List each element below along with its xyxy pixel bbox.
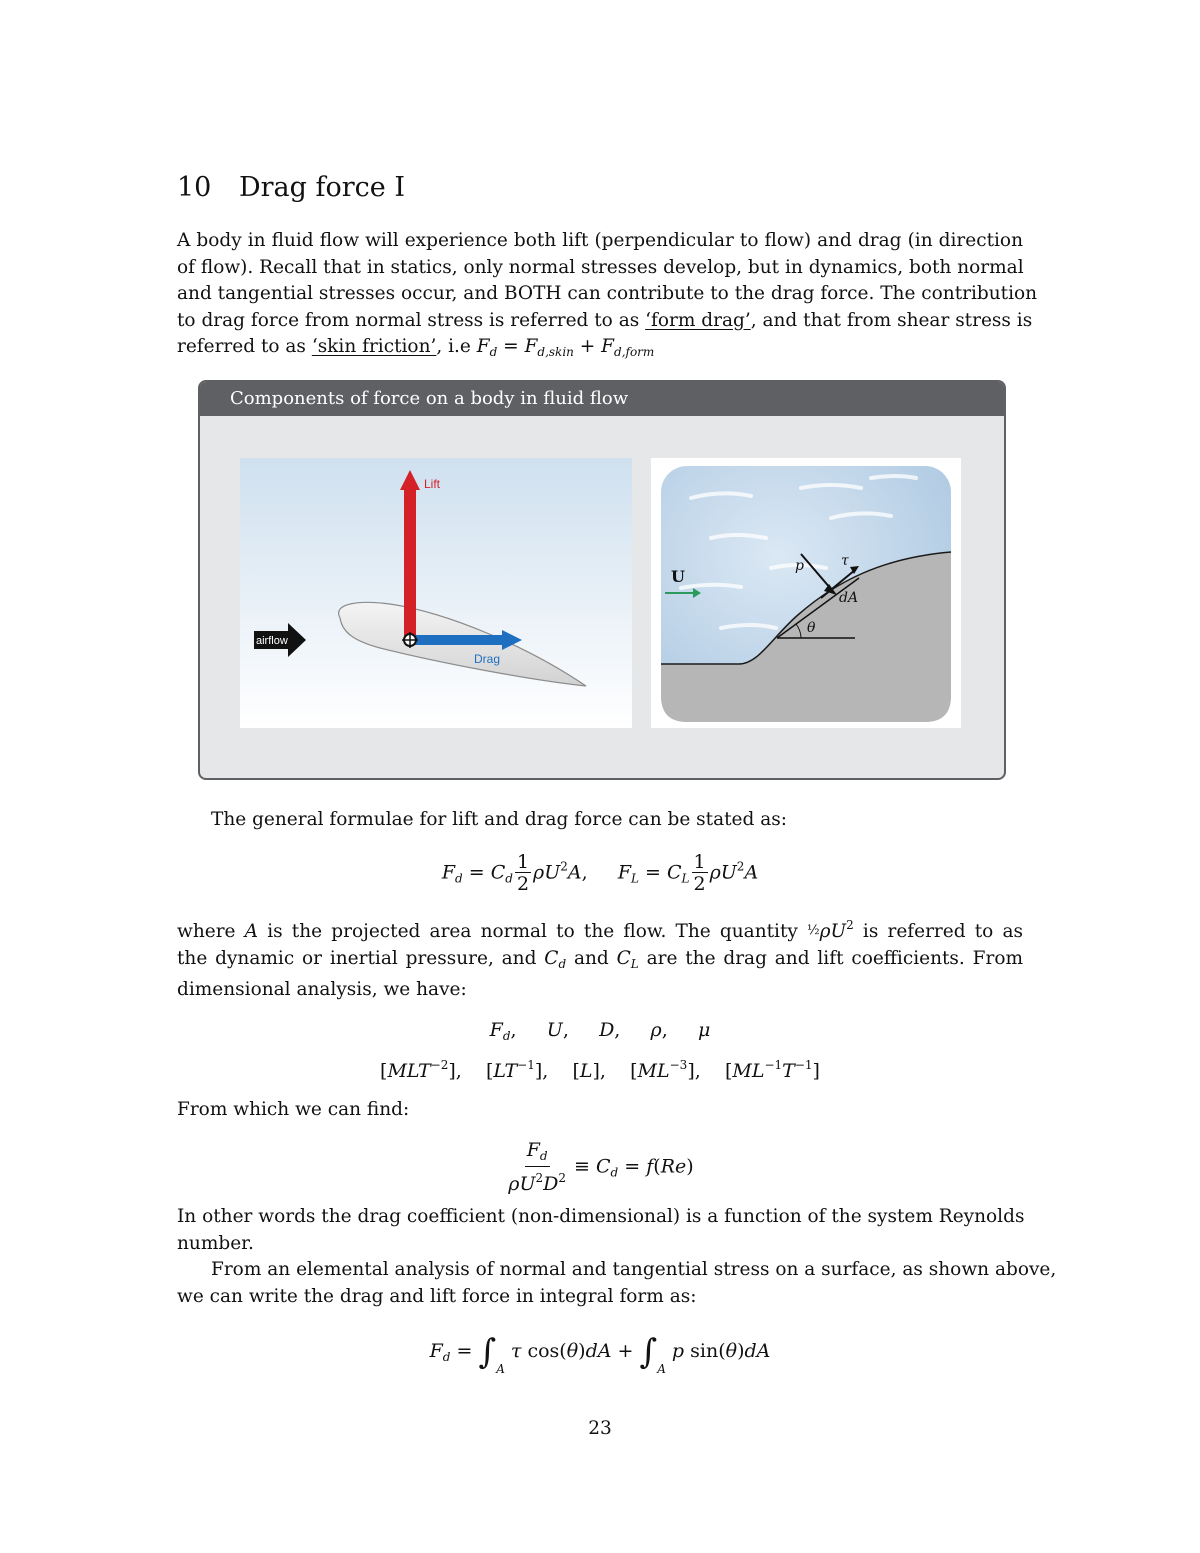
lift-drag-equation: $F_d = C_d$ $\frac{1}{2}$ $\rho U^2A$, $F_L = C_L$ $\frac{1}{2}$ $\rho U^2A$ (441, 851, 759, 895)
box-title: Components of force on a body in fluid flow (200, 382, 1004, 416)
lift-arrow (404, 488, 416, 641)
area-label: dA (839, 590, 859, 606)
form-drag-term: ‘form drag’ (645, 309, 751, 331)
general-text: The general formulae for lift and drag force can be stated as: (211, 809, 787, 830)
other-words-line: number. (177, 1232, 254, 1254)
variables-row: $F_d$, U, D, ρ, μ (489, 1019, 711, 1043)
lift-label: Lift (424, 477, 441, 491)
skin-friction-term: ‘skin friction’ (311, 336, 437, 357)
velocity-label: U (671, 567, 685, 586)
drag-arrow (410, 635, 505, 645)
page-number: 23 (588, 1418, 612, 1439)
elemental-paragraph (177, 1257, 1057, 1310)
where-line: where A is the projected area normal to the flow. The quantity $\frac{1}{2}\rho U^2$ is referred to as (177, 918, 1024, 942)
section-title: Drag force I (239, 172, 406, 203)
where-paragraph (177, 912, 1023, 1004)
where-line: dimensional analysis, we have: (177, 979, 467, 1000)
airflow-label: airflow (256, 635, 288, 647)
other-words-line: In other words the drag coefficient (non-dimensional) is a function of the system Reynolds (177, 1206, 1025, 1227)
intro-paragraph (177, 228, 1038, 366)
drag-sum-equation: $F_d = F_{d,skin} + F_{d,form}$ (476, 336, 655, 359)
intro-line: A body in fluid flow will experience both lift (perpendicular to flow) and drag (in direction (177, 230, 1023, 251)
elemental-line: we can write the drag and lift force in integral form as: (177, 1285, 697, 1307)
where-line: the dynamic or inertial pressure, and $C_d$ and $C_L$ are the drag and lift coefficients. From (177, 947, 1023, 971)
intro-line: and tangential stresses occur, and BOTH can contribute to the drag force. The contribution (177, 283, 1038, 304)
elemental-line: From an elemental analysis of normal and tangential stress on a surface, as shown above, (211, 1259, 1057, 1280)
dimensions-row: $[MLT^{-2}]$, $[LT^{-1}]$, [L], $[ML^{-3}]$, $[ML^{-1}T^{-1}]$ (380, 1058, 820, 1082)
pressure-label: p (795, 558, 804, 574)
section-heading (177, 172, 405, 203)
from-which-text: From which we can find: (177, 1099, 410, 1120)
drag-coefficient-equation: $\frac{F_d}{\rho U^2D^2}$ ≡ $C_d = f(Re)$ (508, 1139, 694, 1195)
section-number: 10 (177, 172, 212, 203)
intro-line: referred to as ‘skin friction’, i.e $F_d = F_{d,skin} + F_{d,form}$ (177, 336, 655, 359)
airfoil-figure (240, 458, 632, 728)
integral-equation: $F_d = \int_A$ τ $\cos(\theta)dA + \int_A$ p sin(θ)dA (429, 1332, 771, 1376)
components-box (198, 380, 1006, 780)
intro-line: to drag force from normal stress is referred to as ‘form drag’, and that from shear stress is (177, 309, 1033, 331)
drag-label: Drag (474, 652, 501, 666)
shear-label: τ (841, 553, 849, 569)
angle-label: θ (807, 620, 816, 636)
other-words-paragraph (177, 1204, 1023, 1257)
intro-line: of flow). Recall that in statics, only normal stresses develop, but in dynamics, both normal (177, 256, 1024, 278)
surface-element-figure (651, 458, 961, 728)
